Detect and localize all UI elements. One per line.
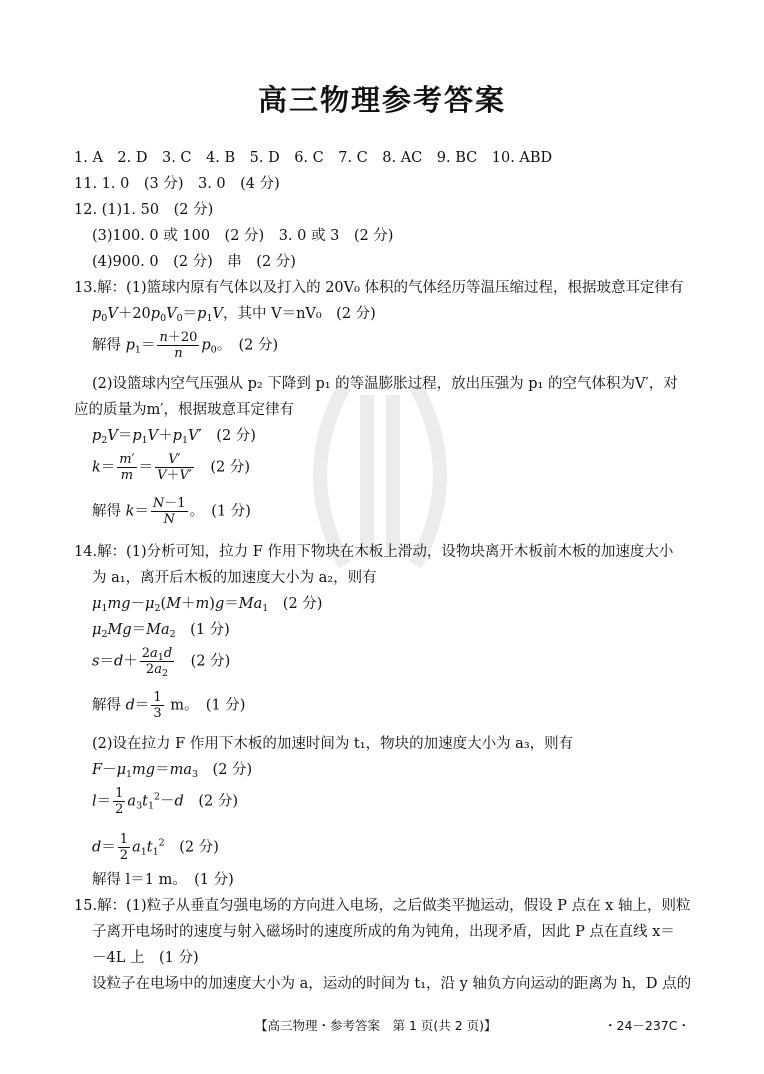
answer-line-12-3: (3)100. 0 或 100 (2 分) 3. 0 或 3 (2 分) [92,228,394,244]
q13-equation-3: k＝ $\frac{m'}{m}$ ＝ $\frac{V'}{V+V'}$ (2 分) [92,452,250,483]
page-title: 高三物理参考答案 [257,83,506,117]
q14-equation-4: $F-\mu_1mg=ma_3$ (2 分) [92,762,253,780]
q14-equation-5: l＝ $\frac{1}{2}$ $a_3t_1^2-d$ (2 分) [92,786,238,817]
answer-line-choice: 1. A 2. D 3. C 4. B 5. D 6. C 7. C 8. AC 9. BC 10. ABD [74,150,553,166]
q14-result-2: 解得 l＝1 m。 (1 分) [92,872,234,888]
q13-equation-2: $p_2V=p_1V+p_1V'$ (2 分) [92,428,256,446]
q14-equation-6: d＝ $\frac{1}{2}$ $a_1t_1^2$ (2 分) [92,832,219,863]
q14-equation-1: $\mu_1mg-\mu_2(M+m)g=Ma_1$ (2 分) [92,596,323,614]
q15-line-3: －4L 上 (1 分) [92,950,199,966]
q15-line-4: 设粒子在电场中的加速度大小为 a，运动的时间为 t₁，沿 y 轴负方向运动的距离为 h，D 点的 [92,976,692,992]
q13-result-2: 解得 k＝ $\frac{N-1}{N}$ 。 (1 分) [92,496,251,527]
q14-line-2: 为 a₁，离开后木板的加速度大小为 a₂，则有 [92,570,377,586]
q14-result-1: 解得 d＝ $\frac{1}{3}$ m。 (1 分) [92,690,246,721]
footer-page-info: 【高三物理・参考答案 第 1 页(共 2 页)】 [255,1018,497,1033]
q15-line-1: 15.解：(1)粒子从垂直匀强电场的方向进入电场，之后做类平抛运动，假设 P 点在 x 轴上，则粒 [74,898,691,914]
q14-line-7: (2)设在拉力 F 作用下木板的加速时间为 t₁，物块的加速度大小为 a₃，则有 [92,736,574,752]
answer-line-11: 11. 1. 0 (3 分) 3. 0 (4 分) [74,176,280,192]
q13-equation-1: $p_0V+20p_0V_0=p_1V$，其中 V＝nV₀ (2 分) [92,306,376,324]
q15-line-2: 子离开电场时的速度与射入磁场时的速度所成的角为钝角，出现矛盾，因此 P 点在直线 x＝ [92,924,675,940]
q14-line-1: 14.解：(1)分析可知，拉力 F 作用下物块在木板上滑动，设物块离开木板前木板的加速度大小 [74,544,674,560]
footer-code: ・24－237C・ [604,1018,690,1033]
q13-line-1: 13.解：(1)篮球内原有气体以及打入的 20V₀ 体积的气体经历等温压缩过程，根据玻意耳定律有 [74,280,684,296]
q14-equation-2: $\mu_2Mg=Ma_2$ (1 分) [92,622,230,640]
q14-equation-3: s＝d＋ $\frac{2a_1d}{2a_2}$ (2 分) [92,646,231,679]
q13-result-1: 解得 $p_1=$ $\frac{n+20}{n}$ $p_0$。 (2 分) [92,330,279,361]
q13-line-5: 应的质量为m′，根据玻意耳定律有 [74,402,295,418]
answer-line-12-1: 12. (1)1. 50 (2 分) [74,202,214,218]
q13-line-4: (2)设篮球内空气压强从 p₂ 下降到 p₁ 的等温膨胀过程，放出压强为 p₁ 的空气体积为V′，对 [92,376,678,392]
answer-line-12-4: (4)900. 0 (2 分) 串 (2 分) [92,254,296,270]
